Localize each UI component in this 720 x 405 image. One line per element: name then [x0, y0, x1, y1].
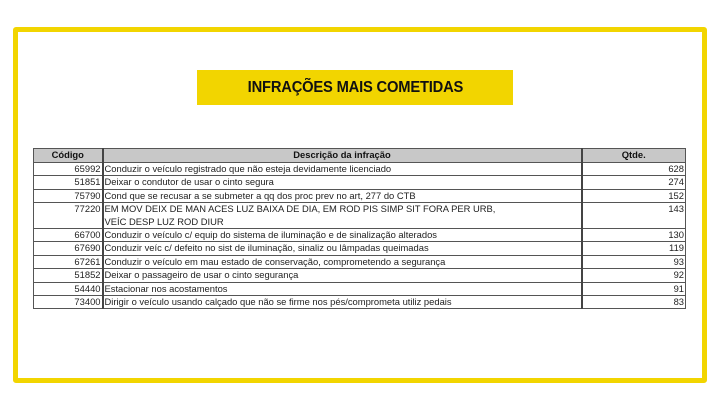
- cell-quantity: 152: [582, 189, 686, 202]
- cell-code: 77220: [34, 203, 103, 229]
- cell-quantity: 83: [582, 296, 686, 309]
- cell-description: EM MOV DEIX DE MAN ACES LUZ BAIXA DE DIA, EM ROD PIS SIMP SIT FORA PER URB, VEÍC DESP LUZ ROD DIUR: [103, 203, 582, 229]
- cell-description: Dirigir o veículo usando calçado que não se firme nos pés/comprometa utiliz pedais: [103, 296, 582, 309]
- cell-code: 66700: [34, 229, 103, 242]
- cell-quantity: 274: [582, 176, 686, 189]
- table-row: [34, 163, 686, 176]
- header-quantity: Qtde.: [582, 149, 686, 163]
- header-description: Descrição da infração: [103, 149, 582, 163]
- cell-description: Deixar o passageiro de usar o cinto segurança: [103, 269, 582, 282]
- cell-code: 51852: [34, 269, 103, 282]
- cell-description: Estacionar nos acostamentos: [103, 282, 582, 295]
- cell-description: Conduzir veíc c/ defeito no sist de iluminação, sinaliz ou lâmpadas queimadas: [103, 242, 582, 255]
- table-row: [34, 255, 686, 268]
- cell-description: Conduzir o veículo c/ equip do sistema de iluminação e de sinalização alterados: [103, 229, 582, 242]
- page-title: INFRAÇÕES MAIS COMETIDAS: [247, 78, 463, 96]
- cell-code: 65992: [34, 163, 103, 176]
- cell-code: 54440: [34, 282, 103, 295]
- table-row: [34, 282, 686, 295]
- table-header-row: [34, 149, 686, 163]
- cell-quantity: 91: [582, 282, 686, 295]
- table-row: [34, 176, 686, 189]
- table-row: [34, 203, 686, 229]
- cell-code: 73400: [34, 296, 103, 309]
- table-row: [34, 229, 686, 242]
- cell-code: 75790: [34, 189, 103, 202]
- table-row: [34, 296, 686, 309]
- cell-quantity: 628: [582, 163, 686, 176]
- cell-quantity: 92: [582, 269, 686, 282]
- header-code: Código: [34, 149, 103, 163]
- cell-description: Conduzir o veículo em mau estado de conservação, comprometendo a segurança: [103, 255, 582, 268]
- infractions-table: [33, 148, 686, 309]
- table-row: [34, 269, 686, 282]
- cell-code: 67261: [34, 255, 103, 268]
- cell-description: Conduzir o veículo registrado que não esteja devidamente licenciado: [103, 163, 582, 176]
- cell-code: 67690: [34, 242, 103, 255]
- title-banner: [197, 70, 513, 105]
- cell-quantity: 93: [582, 255, 686, 268]
- cell-description: Cond que se recusar a se submeter a qq dos proc prev no art, 277 do CTB: [103, 189, 582, 202]
- cell-description: Deixar o condutor de usar o cinto segura: [103, 176, 582, 189]
- table-row: [34, 189, 686, 202]
- table-row: [34, 242, 686, 255]
- cell-quantity: 130: [582, 229, 686, 242]
- cell-quantity: 143: [582, 203, 686, 229]
- cell-code: 51851: [34, 176, 103, 189]
- cell-quantity: 119: [582, 242, 686, 255]
